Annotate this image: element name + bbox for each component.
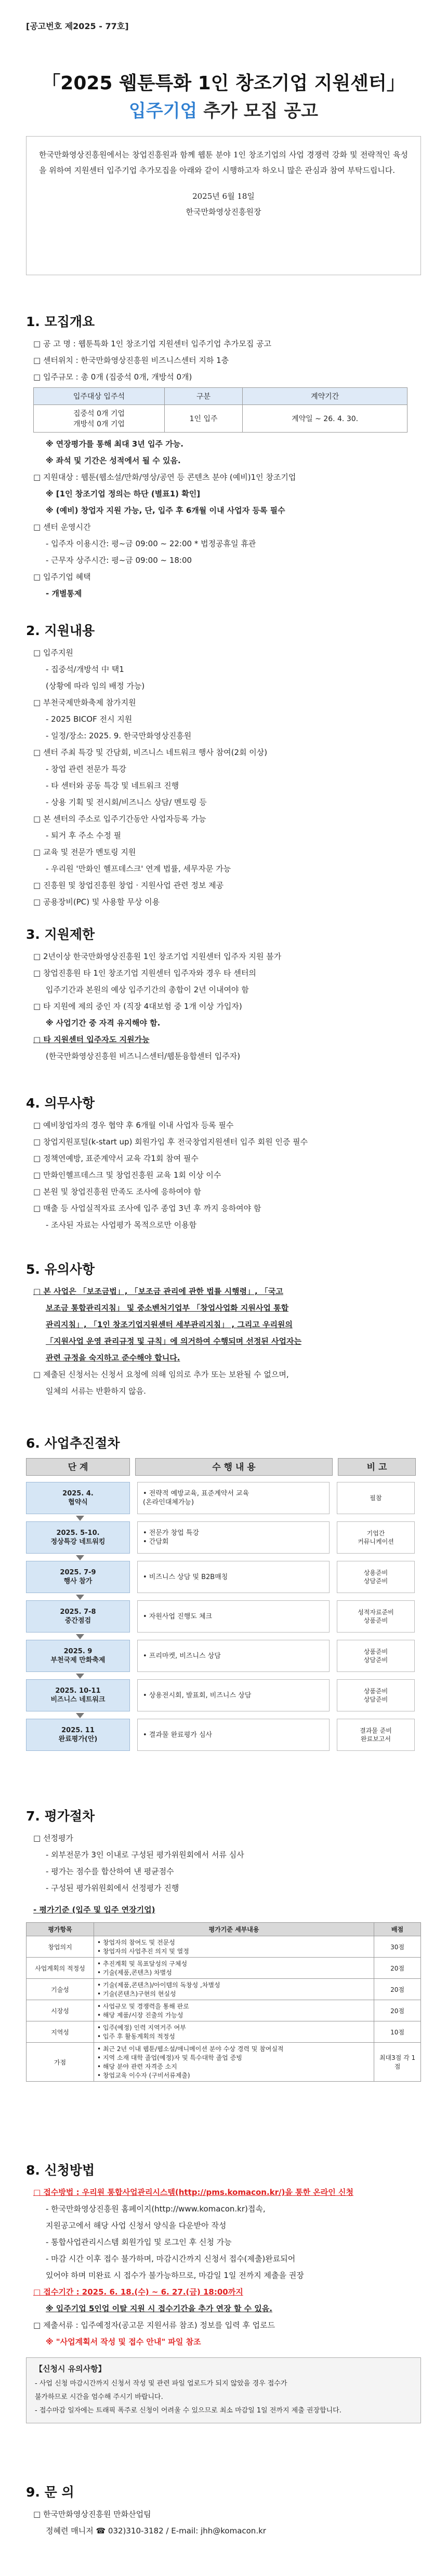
restriction-line: (한국만화영상진흥원 비즈니스센터/웹툰융합센터 입주자) — [46, 1051, 241, 1061]
notice-box-line: 불가하므로 시간을 엄수해 주시기 바랍니다. — [35, 2393, 163, 2401]
obligation-line: □ 정책연예방, 표준계약서 교육 각1회 참여 필수 — [33, 1154, 199, 1163]
overview-line: □ 센터위치 : 한국만화영상진흥원 비즈니스센터 지하 1층 — [33, 356, 229, 365]
restriction-line: ※ 사업기간 중 자격 유지해야 함. — [46, 1018, 161, 1028]
step-desc: • 전략적 예방교육, 표준계약서 교육 (온라인대체가능) — [137, 1482, 330, 1514]
section-heading: 5. 유의사항 — [26, 1262, 95, 1277]
precaution-line: 「지원사업 운영 관리규정 및 규칙」에 의거하여 수행되며 선정된 사업자는 — [46, 1337, 301, 1346]
support-line: (상황에 따라 임의 배정 가능) — [46, 681, 145, 691]
table-row: 사업계획의 적정성 • 추진계획 및 목표달성의 구체성 • 기술(제품,콘텐츠) 차별성 20점 — [27, 1958, 421, 1979]
flow-step — [26, 1639, 421, 1673]
overview-line: □ 공 고 명 : 웹툰특화 1인 창조기업 지원센터 입주기업 추가모집 공고 — [33, 339, 271, 348]
table-cell: 1인 입주 — [164, 405, 242, 433]
step-label: 2025. 5-10. 정상특강 네트워킹 — [26, 1521, 130, 1554]
table-header: 구분 — [164, 388, 242, 405]
section-application — [26, 2160, 421, 2423]
support-line: □ 본 센터의 주소로 입주기간동안 사업자등록 가능 — [33, 814, 206, 824]
step-note: 상품준비 상담준비 — [337, 1679, 415, 1711]
section-heading: 1. 모집개요 — [26, 314, 95, 329]
section-heading: 7. 평가절차 — [26, 1809, 95, 1824]
flow-step — [26, 1718, 421, 1752]
step-desc: • 자원사업 진행도 체크 — [137, 1600, 330, 1633]
application-line: ※ 입주기업 5인업 이탈 지원 시 접수기간을 추가 연장 할 수 있음. — [46, 2304, 272, 2313]
flow-col-step: 단 계 — [26, 1458, 130, 1476]
application-line: - 한국만화영상진흥원 홈페이지(http://www.komacon.kr)접속, — [46, 2204, 266, 2214]
intro-paragraph: 한국만화영상진흥원에서는 창업진흥원과 함께 웹툰 분야 1인 창조기업의 사업 경쟁력 강화 및 전략적인 육성을 위하여 지원센터 입주기업 추가모집을 아래와 같이 시행하고자 하오니 많은 관심과 참여 부탁드립니다. — [39, 150, 408, 175]
title-rest: 추가 모집 공고 — [197, 101, 318, 122]
table-row: 시장성 • 사업규모 및 경쟁력을 통해 판로 • 해당 제품/시장 진출의 가능성 20점 — [27, 2000, 421, 2021]
section-restrictions — [26, 924, 421, 1064]
note-line: ※ [1인 창조기업 정의는 하단 (별표1) 확인] — [46, 489, 201, 498]
evaluation-line: - 평가기준 (입주 및 입주 연장기업) — [33, 1905, 155, 1914]
step-label: 2025. 7-8 중간점검 — [26, 1600, 130, 1633]
support-line: - 퇴거 후 주소 수정 필 — [46, 831, 122, 840]
step-label: 2025. 9 부천국제 만화축제 — [26, 1640, 130, 1672]
precaution-line: 관련 규정을 숙지하고 준수해야 합니다. — [46, 1353, 180, 1363]
step-desc: • 결과물 완료평가 심사 — [137, 1719, 330, 1751]
evaluation-line: - 외부전문가 3인 이내로 구성된 평가위원회에서 서류 심사 — [46, 1850, 244, 1859]
overview-line: - 개별통제 — [46, 589, 82, 598]
step-desc: • 비즈니스 상담 및 B2B매칭 — [137, 1561, 330, 1593]
table-header: 입주대상 입주석 — [34, 388, 165, 405]
support-line: - 2025 BICOF 전시 지원 — [46, 714, 133, 724]
section-heading: 2. 지원내용 — [26, 623, 95, 638]
capacity-table — [33, 387, 407, 433]
title-line1: 「2025 웹툰특화 1인 창조기업 지원센터」 — [42, 73, 405, 94]
precaution-line: 보조금 통합관리지침」 및 중소벤처기업부 「창업사업화 지원사업 통합 — [46, 1303, 289, 1313]
table-row: 지역성 • 입주(예정) 인력 지역거주 여부 • 입주 후 활동계획의 적정성 10점 — [27, 2021, 421, 2043]
title-line2 — [0, 97, 447, 122]
flow-step — [26, 1599, 421, 1634]
step-label: 2025. 7-9 행사 참가 — [26, 1561, 130, 1593]
overview-line: □ 입주기업 혜택 — [33, 572, 91, 582]
overview-line: - 근무자 상주시간: 평~금 09:00 ~ 18:00 — [46, 556, 192, 565]
precaution-line: 일체의 서류는 반환하지 않음. — [46, 1386, 146, 1396]
step-desc: • 프리마켓, 비즈니스 상담 — [137, 1640, 330, 1672]
support-line: - 타 센터와 공동 특강 및 네트워크 진행 — [46, 781, 179, 790]
table-row: 기술성 • 기술(제품,콘텐츠)/아이템의 독창성 ,차별성 • 기술(콘텐츠)구현의 현실성 20점 — [27, 1979, 421, 2000]
support-line: □ 교육 및 전문가 멘토링 지원 — [33, 847, 136, 857]
obligation-line: □ 매출 등 사업실적자료 조사에 입주 종업 3년 후 까지 응하여야 함 — [33, 1204, 261, 1213]
support-line: - 상용 기획 및 전시회/비즈니스 상담/ 멘토링 등 — [46, 798, 207, 807]
table-header: 평가항목 — [27, 1923, 94, 1936]
overview-line: □ 입주규모 : 총 0개 (집중석 0개, 개방석 0개) — [33, 372, 192, 382]
step-label: 2025. 10-11 비즈니스 네트워크 — [26, 1679, 130, 1711]
restriction-line: □ 타 지원센터 입주자도 지원가능 — [33, 1035, 150, 1044]
section-obligations — [26, 1093, 421, 1233]
step-note: 상품준비 상담준비 — [337, 1640, 415, 1672]
note-line: ※ 좌석 및 기간은 성적에서 될 수 있음. — [46, 456, 181, 465]
section-heading: 3. 지원제한 — [26, 927, 95, 942]
obligation-line: □ 만화인헬프데스크 및 창업진흥원 교육 1회 이상 이수 — [33, 1170, 221, 1180]
step-note: 기업간 커뮤니케이션 — [337, 1521, 415, 1554]
obligation-line: - 조사된 자료는 사업평가 목적으로만 이용함 — [46, 1220, 197, 1230]
application-line: □ 접수기간 : 2025. 6. 18.(수) ~ 6. 27.(금) 18:00까지 — [33, 2287, 243, 2297]
section-heading: 8. 신청방법 — [26, 2163, 95, 2178]
step-label: 2025. 11 완료평가(안) — [26, 1719, 130, 1751]
intro-box — [26, 136, 421, 275]
restriction-line: □ 2년이상 한국만화영상진흥원 1인 창조기업 지원센터 입주자 지원 불가 — [33, 952, 282, 961]
step-desc: • 전문가 창업 특강 • 간담회 — [137, 1521, 330, 1554]
step-note: 필참 — [337, 1482, 415, 1514]
section-support — [26, 621, 421, 910]
step-label: 2025. 4. 협약식 — [26, 1482, 130, 1514]
notice-box-title: 【신청시 유의사항】 — [35, 2364, 106, 2373]
application-line: ※ "사업계획서 작성 및 접수 안내" 파일 참조 — [46, 2337, 201, 2346]
title-highlight: 입주기업 — [129, 101, 198, 122]
contact-line: □ 한국만화영상진흥원 만화산업팀 — [33, 2510, 151, 2519]
section-heading: 9. 문 의 — [26, 2485, 74, 2500]
table-header: 계약기간 — [243, 388, 407, 405]
table-cell: 계약일 ~ 26. 4. 30. — [243, 405, 407, 433]
support-line: - 창업 관련 전문가 특강 — [46, 764, 126, 774]
note-line: ※ (예비) 창업자 지원 가능, 단, 입주 후 6개월 이내 사업자 등록 필수 — [46, 506, 285, 515]
section-heading: 6. 사업추진절차 — [26, 1436, 120, 1451]
precaution-line: □ 제출된 신청서는 신청서 요청에 의해 임의로 추가 또는 보완될 수 없으며, — [33, 1370, 289, 1379]
obligation-line: □ 본원 및 창업진흥원 만족도 조사에 응하여야 함 — [33, 1187, 201, 1196]
application-line: □ 접수방법 : 우리원 통합사업관리시스템(http://pms.komacon.kr/)을 통한 온라인 신청 — [33, 2188, 353, 2197]
application-line: 지원공고에서 해당 사업 신청서 양식을 다운받아 작성 — [46, 2221, 227, 2230]
evaluation-line: - 평가는 점수를 합산하여 낸 평균점수 — [46, 1867, 174, 1876]
section-recruitment-overview — [26, 312, 421, 602]
flow-step — [26, 1560, 421, 1594]
obligation-line: □ 예비창업자의 경우 협약 후 6개월 이내 사업자 등록 필수 — [33, 1121, 234, 1130]
note-line: ※ 연장평가를 통해 최대 3년 입주 가능. — [46, 439, 183, 449]
support-line: □ 공용장비(PC) 및 사용할 무상 이용 — [33, 897, 160, 907]
application-line: - 통합사업관리시스템 회원가입 및 로그인 후 신청 가능 — [46, 2237, 232, 2247]
evaluation-line: □ 선정평가 — [33, 1833, 73, 1843]
step-desc: • 상용전시회, 발표회, 비즈니스 상담 — [137, 1679, 330, 1711]
flow-col-desc: 수 행 내 용 — [135, 1458, 333, 1476]
support-line: - 일정/장소: 2025. 9. 한국만화영상진흥원 — [46, 731, 192, 740]
precaution-line: 관리지침」, 「1인 창조기업지원센터 세부관리지침」 , 그리고 우리원의 — [46, 1320, 293, 1329]
intro-date: 2025년 6월 18일 — [192, 192, 255, 201]
support-line: □ 부천국제만화축제 참가지원 — [33, 698, 136, 707]
table-header: 배점 — [374, 1923, 421, 1936]
section-heading: 4. 의무사항 — [26, 1096, 95, 1111]
overview-line: - 입주자 이용시간: 평~금 09:00 ~ 22:00 * 법정공휴일 휴관 — [46, 539, 256, 548]
table-cell: 집중석 0개 기업 개방석 0개 기업 — [34, 405, 165, 433]
evaluation-table — [26, 1922, 421, 2082]
restriction-line: 입주기간과 본원의 예상 입주기간의 총합이 2년 이내여야 함 — [46, 985, 249, 994]
evaluation-line: - 구성된 평가위원회에서 선정평가 진행 — [46, 1883, 179, 1893]
section-process — [26, 1433, 421, 1457]
application-notice-box — [26, 2357, 421, 2423]
flow-col-note: 비 고 — [338, 1458, 416, 1476]
flow-step — [26, 1678, 421, 1712]
support-line: □ 센터 주최 특강 및 간담회, 비즈니스 네트워크 행사 참여(2회 이상) — [33, 748, 268, 757]
overview-line: □ 센터 운영시간 — [33, 522, 91, 532]
step-note: 상용준비 상담준비 — [337, 1561, 415, 1593]
obligation-line: □ 창업지원포털(k-start up) 회원가입 후 전국창업지원센터 입주 회원 인증 필수 — [33, 1137, 308, 1147]
application-line: □ 제출서류 : 입주예정자(공고문 지원서류 참조) 정보를 입력 후 업로드 — [33, 2321, 275, 2330]
flow-step — [26, 1481, 421, 1515]
notice-box-line: - 접수마감 일자에는 트래픽 폭주로 신청이 어려울 수 있으므로 최소 마감일 1일 전까지 제출 권장합니다. — [35, 2407, 341, 2415]
step-note: 성적자료준비 상품준비 — [337, 1600, 415, 1633]
notice-box-line: - 사업 신청 마감시간까지 신청서 작성 및 관련 파일 업로드가 되지 않았을 경우 접수가 — [35, 2380, 287, 2388]
overview-line: □ 지원대상 : 웹툰(웹소설/만화/영상/공연 등 콘텐츠 분야 (예비)1인 창조기업 — [33, 473, 296, 482]
section-evaluation — [26, 1806, 421, 2082]
table-row: 창업의지 • 창업자의 참여도 및 전문성 • 창업자의 사업추진 의지 및 열정 30점 — [27, 1936, 421, 1958]
restriction-line: □ 타 지원에 제의 중인 자 (직장 4대보험 중 1개 이상 가입자) — [33, 1002, 242, 1011]
table-row: 가점 • 최근 2년 이내 웹툰/웹소설/애니메이션 분야 수상 경력 및 참여실적 • 지역 소재 대학 졸업(예정)자 및 특수대학 졸업 증빙 • 해당 분야 관련 자격증 소지 • 창업교육 이수자 (구비서류제출) 최대3점 각 1점 — [27, 2043, 421, 2082]
support-line: □ 입주지원 — [33, 648, 73, 657]
table-header: 평가기준 세부내용 — [94, 1923, 374, 1936]
flow-header — [26, 1458, 421, 1476]
section-precautions — [26, 1259, 421, 1399]
step-note: 결과물 준비 완료보고서 — [337, 1719, 415, 1751]
contact-line: 정혜련 매니저 ☎ 032)310-3182 / E-mail: jhh@komacon.kr — [46, 2526, 266, 2535]
intro-org: 한국만화영상진흥원장 — [186, 207, 261, 217]
support-line: □ 진흥원 및 창업진흥원 창업 · 지원사업 관련 정보 제공 — [33, 881, 224, 890]
notice-number: [공고번호 제2025 - 77호] — [26, 21, 129, 31]
application-line: - 마감 시간 이후 접수 불가하며, 마감시간까지 신청서 접수(제출)완료되어 — [46, 2254, 296, 2263]
restriction-line: □ 창업진흥원 타 1인 창조기업 지원센터 입주자와 경우 타 센터의 — [33, 968, 256, 978]
flow-step — [26, 1520, 421, 1555]
process-flow — [26, 1458, 421, 1757]
support-line: - 우리원 '만화인 헬프데스크' 연계 법률, 세무자문 가능 — [46, 864, 231, 873]
precaution-line: □ 본 사업은 「보조금법」, 「보조금 관리에 관한 법률 시행령」, 「국고 — [33, 1287, 283, 1296]
application-line: 있어야 하며 미완료 시 접수가 불가능하므로, 마감일 1일 전까지 제출을 권장 — [46, 2271, 304, 2280]
support-line: - 집중석/개방석 中 택1 — [46, 665, 124, 674]
section-contact — [26, 2482, 421, 2539]
